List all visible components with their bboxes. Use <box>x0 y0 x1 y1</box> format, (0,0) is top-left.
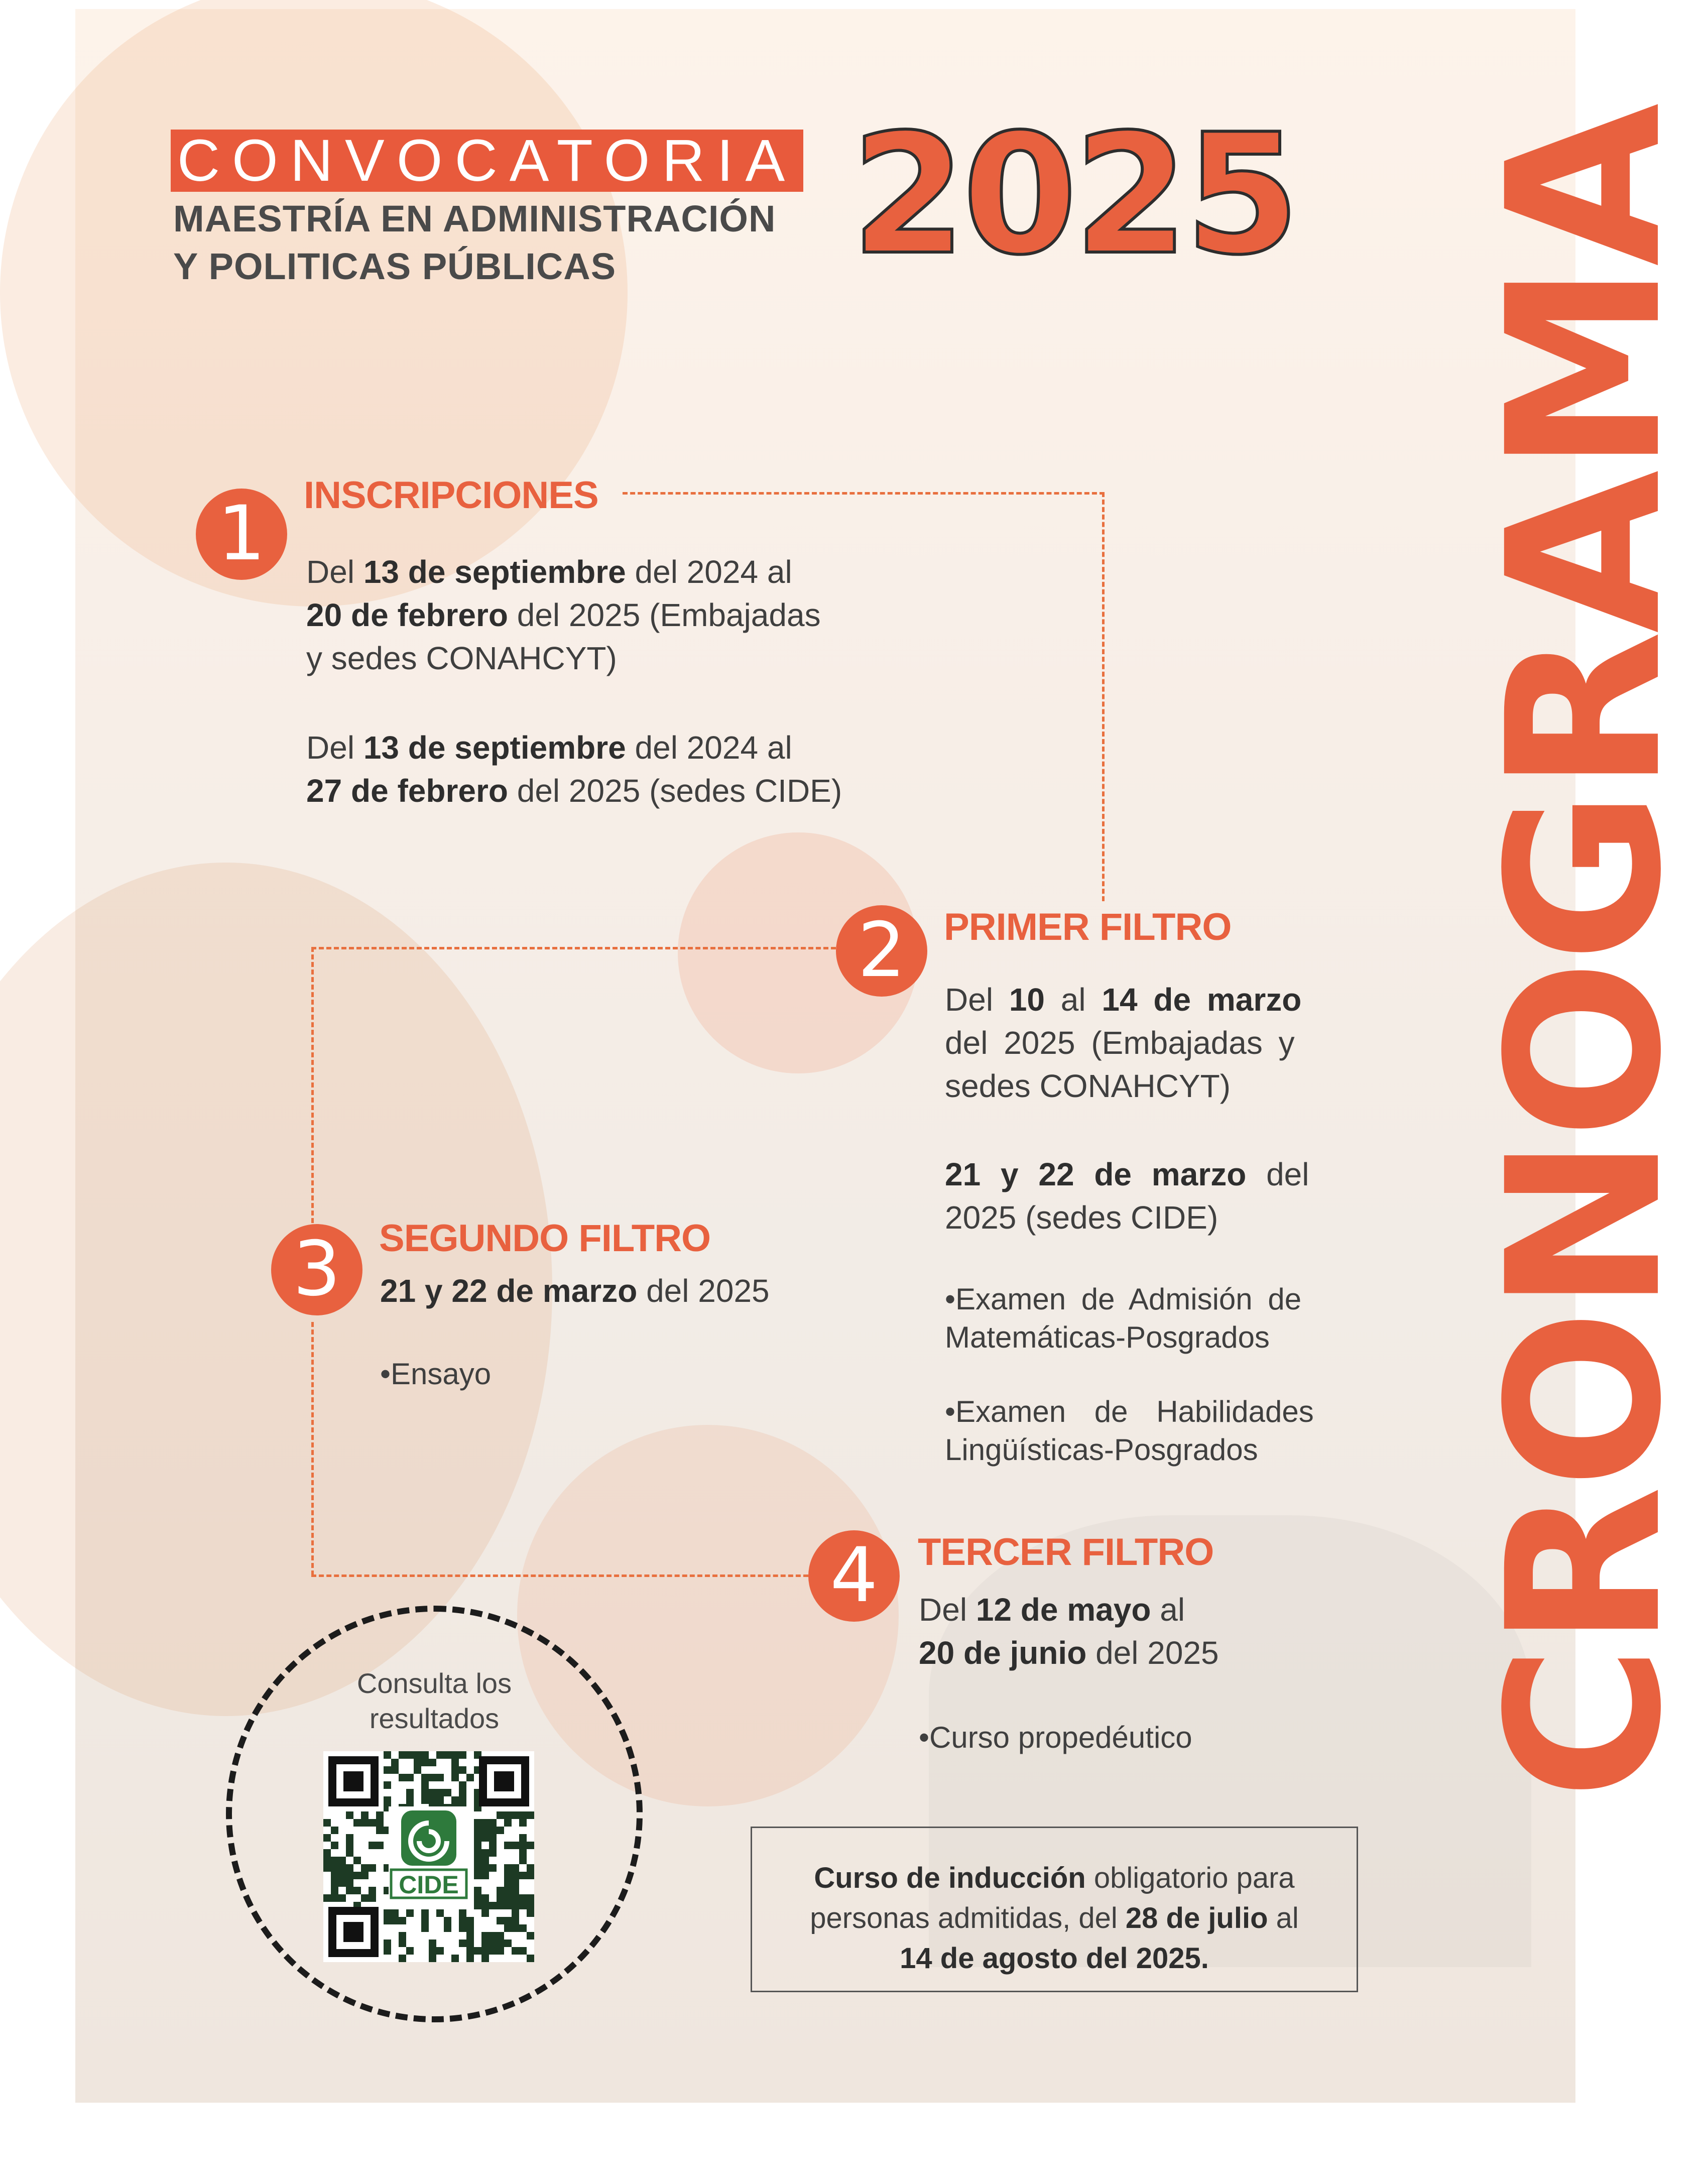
convocatoria-banner: CONVOCATORIA <box>171 130 803 192</box>
qr-module <box>474 1872 481 1879</box>
qr-module <box>504 1887 512 1894</box>
qr-module <box>504 1879 512 1887</box>
step-2-number: 2 <box>836 905 927 997</box>
qr-module <box>459 1940 466 1947</box>
step-1-number: 1 <box>196 489 287 580</box>
qr-module <box>497 1932 504 1940</box>
qr-module <box>331 1887 338 1894</box>
qr-module <box>436 1789 444 1796</box>
step-2-date-line: 2025 (sedes CIDE) <box>945 1199 1218 1236</box>
qr-module <box>361 1864 369 1872</box>
qr-module <box>391 1766 399 1774</box>
qr-module <box>481 1872 489 1879</box>
qr-module <box>481 1932 489 1940</box>
qr-module <box>391 1909 399 1917</box>
qr-module <box>406 1796 414 1804</box>
qr-module <box>331 1857 338 1864</box>
qr-module <box>497 1947 504 1955</box>
qr-module <box>414 1751 421 1759</box>
qr-module <box>497 1827 504 1834</box>
step-2-date-line: del 2025 (Embajadas y <box>945 1025 1295 1061</box>
qr-module <box>512 1909 519 1917</box>
qr-module <box>414 1759 421 1766</box>
qr-module <box>512 1842 519 1849</box>
qr-module <box>369 1887 376 1894</box>
qr-caption <box>226 1666 643 1736</box>
qr-module <box>421 1751 429 1759</box>
qr-logo-text: CIDE <box>399 1871 459 1899</box>
qr-module <box>474 1864 481 1872</box>
qr-module <box>436 1909 444 1917</box>
qr-module <box>338 1894 346 1902</box>
qr-module <box>519 1849 527 1857</box>
qr-module <box>512 1872 519 1879</box>
qr-module <box>421 1909 429 1917</box>
qr-module <box>429 1789 436 1796</box>
qr-module <box>474 1827 481 1834</box>
program-title-line1: MAESTRÍA EN ADMINISTRACIÓN <box>173 198 776 239</box>
qr-module <box>414 1766 421 1774</box>
qr-module <box>331 1872 338 1879</box>
qr-module <box>459 1917 466 1924</box>
qr-module <box>466 1924 474 1932</box>
qr-module <box>459 1924 466 1932</box>
qr-module <box>489 1834 497 1842</box>
qr-module <box>346 1849 353 1857</box>
qr-module <box>369 1819 376 1827</box>
note-line: 14 de agosto del 2025. <box>900 1942 1209 1975</box>
qr-module <box>466 1932 474 1940</box>
qr-module <box>489 1947 497 1955</box>
qr-module <box>376 1811 384 1819</box>
connector-3-4-vertical <box>311 1322 314 1576</box>
qr-caption-line: resultados <box>369 1703 500 1734</box>
qr-module <box>391 1917 399 1924</box>
qr-module <box>346 1811 353 1819</box>
step-1-date-line: y sedes CONAHCYT) <box>306 640 617 676</box>
qr-module <box>512 1917 519 1924</box>
qr-module <box>421 1917 429 1924</box>
qr-module <box>353 1819 361 1827</box>
connector-2-3-vertical <box>311 947 314 1223</box>
qr-module <box>519 1947 527 1955</box>
qr-module <box>527 1909 534 1917</box>
qr-module <box>331 1842 338 1849</box>
qr-module <box>323 1857 331 1864</box>
qr-module <box>338 1879 346 1887</box>
qr-module <box>421 1924 429 1932</box>
qr-module <box>331 1879 338 1887</box>
qr-module <box>519 1924 527 1932</box>
qr-module <box>459 1781 466 1789</box>
qr-module <box>481 1819 489 1827</box>
qr-module <box>466 1774 474 1781</box>
step-1-date-line: 27 de febrero del 2025 (sedes CIDE) <box>306 773 842 809</box>
qr-module <box>504 1811 512 1819</box>
qr-module <box>346 1864 353 1872</box>
qr-module <box>519 1894 527 1902</box>
qr-module <box>527 1864 534 1872</box>
qr-module <box>331 1827 338 1834</box>
qr-module <box>353 1887 361 1894</box>
qr-module <box>481 1849 489 1857</box>
qr-module <box>459 1766 466 1774</box>
qr-module <box>384 1751 391 1759</box>
step-1-date-line: Del 13 de septiembre del 2024 al <box>306 554 792 590</box>
qr-module <box>421 1789 429 1796</box>
qr-module <box>474 1887 481 1894</box>
program-title-line2: Y POLITICAS PÚBLICAS <box>173 246 617 287</box>
qr-module <box>466 1917 474 1924</box>
qr-module <box>323 1849 331 1857</box>
qr-module <box>384 1766 391 1774</box>
step-4-number: 4 <box>808 1530 900 1622</box>
qr-module <box>489 1940 497 1947</box>
qr-module <box>429 1796 436 1804</box>
qr-module <box>474 1947 481 1955</box>
qr-module <box>399 1932 406 1940</box>
qr-module <box>474 1842 481 1849</box>
qr-module <box>338 1872 346 1879</box>
qr-module <box>361 1811 369 1819</box>
step-3-date-line: 21 y 22 de marzo del 2025 <box>380 1273 770 1309</box>
step-2-bullet: Matemáticas-Posgrados <box>945 1320 1270 1354</box>
qr-module <box>519 1857 527 1864</box>
qr-module <box>384 1796 391 1804</box>
qr-module <box>474 1849 481 1857</box>
qr-module <box>481 1947 489 1955</box>
qr-module <box>444 1751 451 1759</box>
qr-module <box>504 1864 512 1872</box>
qr-module <box>346 1887 353 1894</box>
qr-module <box>346 1834 353 1842</box>
qr-module <box>353 1857 361 1864</box>
qr-module <box>421 1774 429 1781</box>
qr-module <box>451 1759 459 1766</box>
connector-1-2-horizontal <box>623 492 1105 495</box>
qr-module <box>323 1819 331 1827</box>
qr-module <box>361 1819 369 1827</box>
qr-module <box>323 1834 331 1842</box>
qr-module <box>504 1917 512 1924</box>
qr-module <box>512 1811 519 1819</box>
qr-module <box>489 1842 497 1849</box>
qr-module <box>338 1864 346 1872</box>
qr-module <box>504 1872 512 1879</box>
qr-module <box>369 1842 376 1849</box>
qr-module <box>489 1849 497 1857</box>
qr-module <box>429 1947 436 1955</box>
qr-module <box>497 1811 504 1819</box>
qr-module <box>384 1917 391 1924</box>
qr-module <box>512 1864 519 1872</box>
qr-module <box>504 1902 512 1909</box>
step-2-date-line: Del 10 al 14 de marzo <box>945 982 1302 1018</box>
qr-module <box>406 1909 414 1917</box>
step-2-bullet: •Examen de Admisión de <box>945 1282 1302 1316</box>
qr-module <box>481 1940 489 1947</box>
qr-module <box>489 1819 497 1827</box>
connector-2-3-horizontal <box>311 947 859 949</box>
qr-module <box>512 1894 519 1902</box>
qr-module <box>361 1894 369 1902</box>
qr-module <box>451 1766 459 1774</box>
step-1-date-line: 20 de febrero del 2025 (Embajadas <box>306 597 821 633</box>
qr-module <box>504 1819 512 1827</box>
qr-module <box>527 1955 534 1962</box>
qr-module <box>527 1842 534 1849</box>
qr-module <box>406 1774 414 1781</box>
qr-module <box>459 1751 466 1759</box>
qr-module <box>451 1751 459 1759</box>
step-4-date-line: Del 12 de mayo al <box>919 1592 1185 1628</box>
qr-module <box>481 1827 489 1834</box>
qr-module <box>429 1759 436 1766</box>
qr-module <box>527 1932 534 1940</box>
qr-module <box>519 1819 527 1827</box>
qr-module <box>481 1857 489 1864</box>
qr-module <box>391 1759 399 1766</box>
cronograma-vertical-title: CRONOGRAMA <box>1462 106 1708 1800</box>
qr-module <box>346 1872 353 1879</box>
qr-module <box>436 1796 444 1804</box>
qr-module <box>466 1955 474 1962</box>
qr-module <box>512 1879 519 1887</box>
poster <box>75 9 1708 2103</box>
qr-module <box>346 1879 353 1887</box>
step-2-title: PRIMER FILTRO <box>944 906 1232 948</box>
qr-module <box>466 1940 474 1947</box>
step-2-date-line: 21 y 22 de marzo del <box>945 1156 1309 1192</box>
qr-module <box>338 1857 346 1864</box>
step-1-title: INSCRIPCIONES <box>304 474 598 517</box>
qr-module <box>504 1924 512 1932</box>
qr-module <box>527 1811 534 1819</box>
qr-module <box>323 1864 331 1872</box>
qr-caption-line: Consulta los <box>356 1667 512 1699</box>
note-line: Curso de inducción obligatorio para <box>814 1862 1295 1894</box>
qr-module <box>519 1811 527 1819</box>
qr-module <box>451 1774 459 1781</box>
qr-module <box>466 1947 474 1955</box>
step-2-date-line: sedes CONAHCYT) <box>945 1068 1231 1104</box>
qr-module <box>399 1774 406 1781</box>
qr-module <box>481 1909 489 1917</box>
qr-module <box>512 1947 519 1955</box>
qr-module <box>481 1894 489 1902</box>
step-2-bullet: •Examen de Habilidades <box>945 1395 1314 1428</box>
qr-module <box>451 1955 459 1962</box>
qr-module <box>376 1842 384 1849</box>
qr-module <box>451 1796 459 1804</box>
step-4-date-line: 20 de junio del 2025 <box>919 1635 1219 1671</box>
step-3-title: SEGUNDO FILTRO <box>379 1217 711 1260</box>
qr-module <box>399 1955 406 1962</box>
qr-module <box>519 1902 527 1909</box>
qr-module <box>474 1902 481 1909</box>
qr-module <box>353 1872 361 1879</box>
qr-module <box>459 1909 466 1917</box>
qr-module <box>519 1872 527 1879</box>
qr-module <box>527 1894 534 1902</box>
qr-module <box>384 1947 391 1955</box>
step-1-date-line: Del 13 de septiembre del 2024 al <box>306 730 792 766</box>
qr-module <box>376 1827 384 1834</box>
qr-module <box>497 1917 504 1924</box>
induction-course-note <box>751 1827 1358 1992</box>
qr-module <box>399 1917 406 1924</box>
qr-module <box>519 1842 527 1849</box>
step-4-title: TERCER FILTRO <box>918 1531 1214 1573</box>
qr-module <box>481 1864 489 1872</box>
qr-module <box>331 1894 338 1902</box>
qr-code[interactable] <box>323 1751 534 1962</box>
qr-module <box>376 1819 384 1827</box>
qr-module <box>361 1872 369 1879</box>
year-title: 2025 <box>851 98 1296 291</box>
qr-module <box>497 1940 504 1947</box>
qr-module <box>421 1796 429 1804</box>
qr-module <box>323 1894 331 1902</box>
qr-module <box>429 1940 436 1947</box>
qr-module <box>497 1887 504 1894</box>
qr-module <box>444 1924 451 1932</box>
qr-module <box>489 1864 497 1872</box>
qr-module <box>489 1902 497 1909</box>
qr-module <box>421 1781 429 1789</box>
qr-module <box>504 1894 512 1902</box>
qr-module <box>406 1947 414 1955</box>
qr-module <box>399 1751 406 1759</box>
qr-module <box>489 1827 497 1834</box>
step-3-number: 3 <box>271 1224 362 1315</box>
qr-module <box>474 1834 481 1842</box>
qr-module <box>459 1796 466 1804</box>
qr-module <box>369 1894 376 1902</box>
qr-module <box>474 1894 481 1902</box>
qr-module <box>497 1894 504 1902</box>
qr-module <box>444 1917 451 1924</box>
qr-module <box>481 1902 489 1909</box>
step-4-bullet: •Curso propedéutico <box>919 1721 1192 1754</box>
qr-module <box>512 1924 519 1932</box>
qr-module <box>481 1955 489 1962</box>
qr-module <box>331 1864 338 1872</box>
qr-module <box>346 1842 353 1849</box>
qr-module <box>421 1759 429 1766</box>
qr-module <box>474 1819 481 1827</box>
qr-module <box>489 1932 497 1940</box>
qr-module <box>399 1940 406 1947</box>
qr-module <box>406 1751 414 1759</box>
qr-module <box>519 1834 527 1842</box>
connector-3-4-horizontal <box>311 1574 808 1577</box>
qr-module <box>436 1751 444 1759</box>
qr-module <box>504 1940 512 1947</box>
qr-module <box>384 1940 391 1947</box>
qr-module <box>527 1902 534 1909</box>
qr-module <box>436 1774 444 1781</box>
qr-module <box>474 1857 481 1864</box>
note-line: personas admitidas, del 28 de julio al <box>810 1902 1299 1934</box>
qr-module <box>497 1902 504 1909</box>
qr-module <box>459 1789 466 1796</box>
connector-1-2-vertical <box>1102 492 1105 901</box>
qr-module <box>512 1902 519 1909</box>
qr-module <box>436 1947 444 1955</box>
qr-module <box>384 1909 391 1917</box>
qr-module <box>369 1864 376 1872</box>
qr-module <box>504 1842 512 1849</box>
qr-module <box>512 1887 519 1894</box>
qr-module <box>444 1789 451 1796</box>
qr-module <box>481 1834 489 1842</box>
qr-module <box>429 1955 436 1962</box>
qr-module <box>429 1774 436 1781</box>
step-2-bullet: Lingüísticas-Posgrados <box>945 1433 1258 1467</box>
qr-module <box>527 1872 534 1879</box>
qr-module <box>406 1789 414 1796</box>
qr-module <box>384 1781 391 1789</box>
step-3-bullet: •Ensayo <box>380 1357 492 1391</box>
